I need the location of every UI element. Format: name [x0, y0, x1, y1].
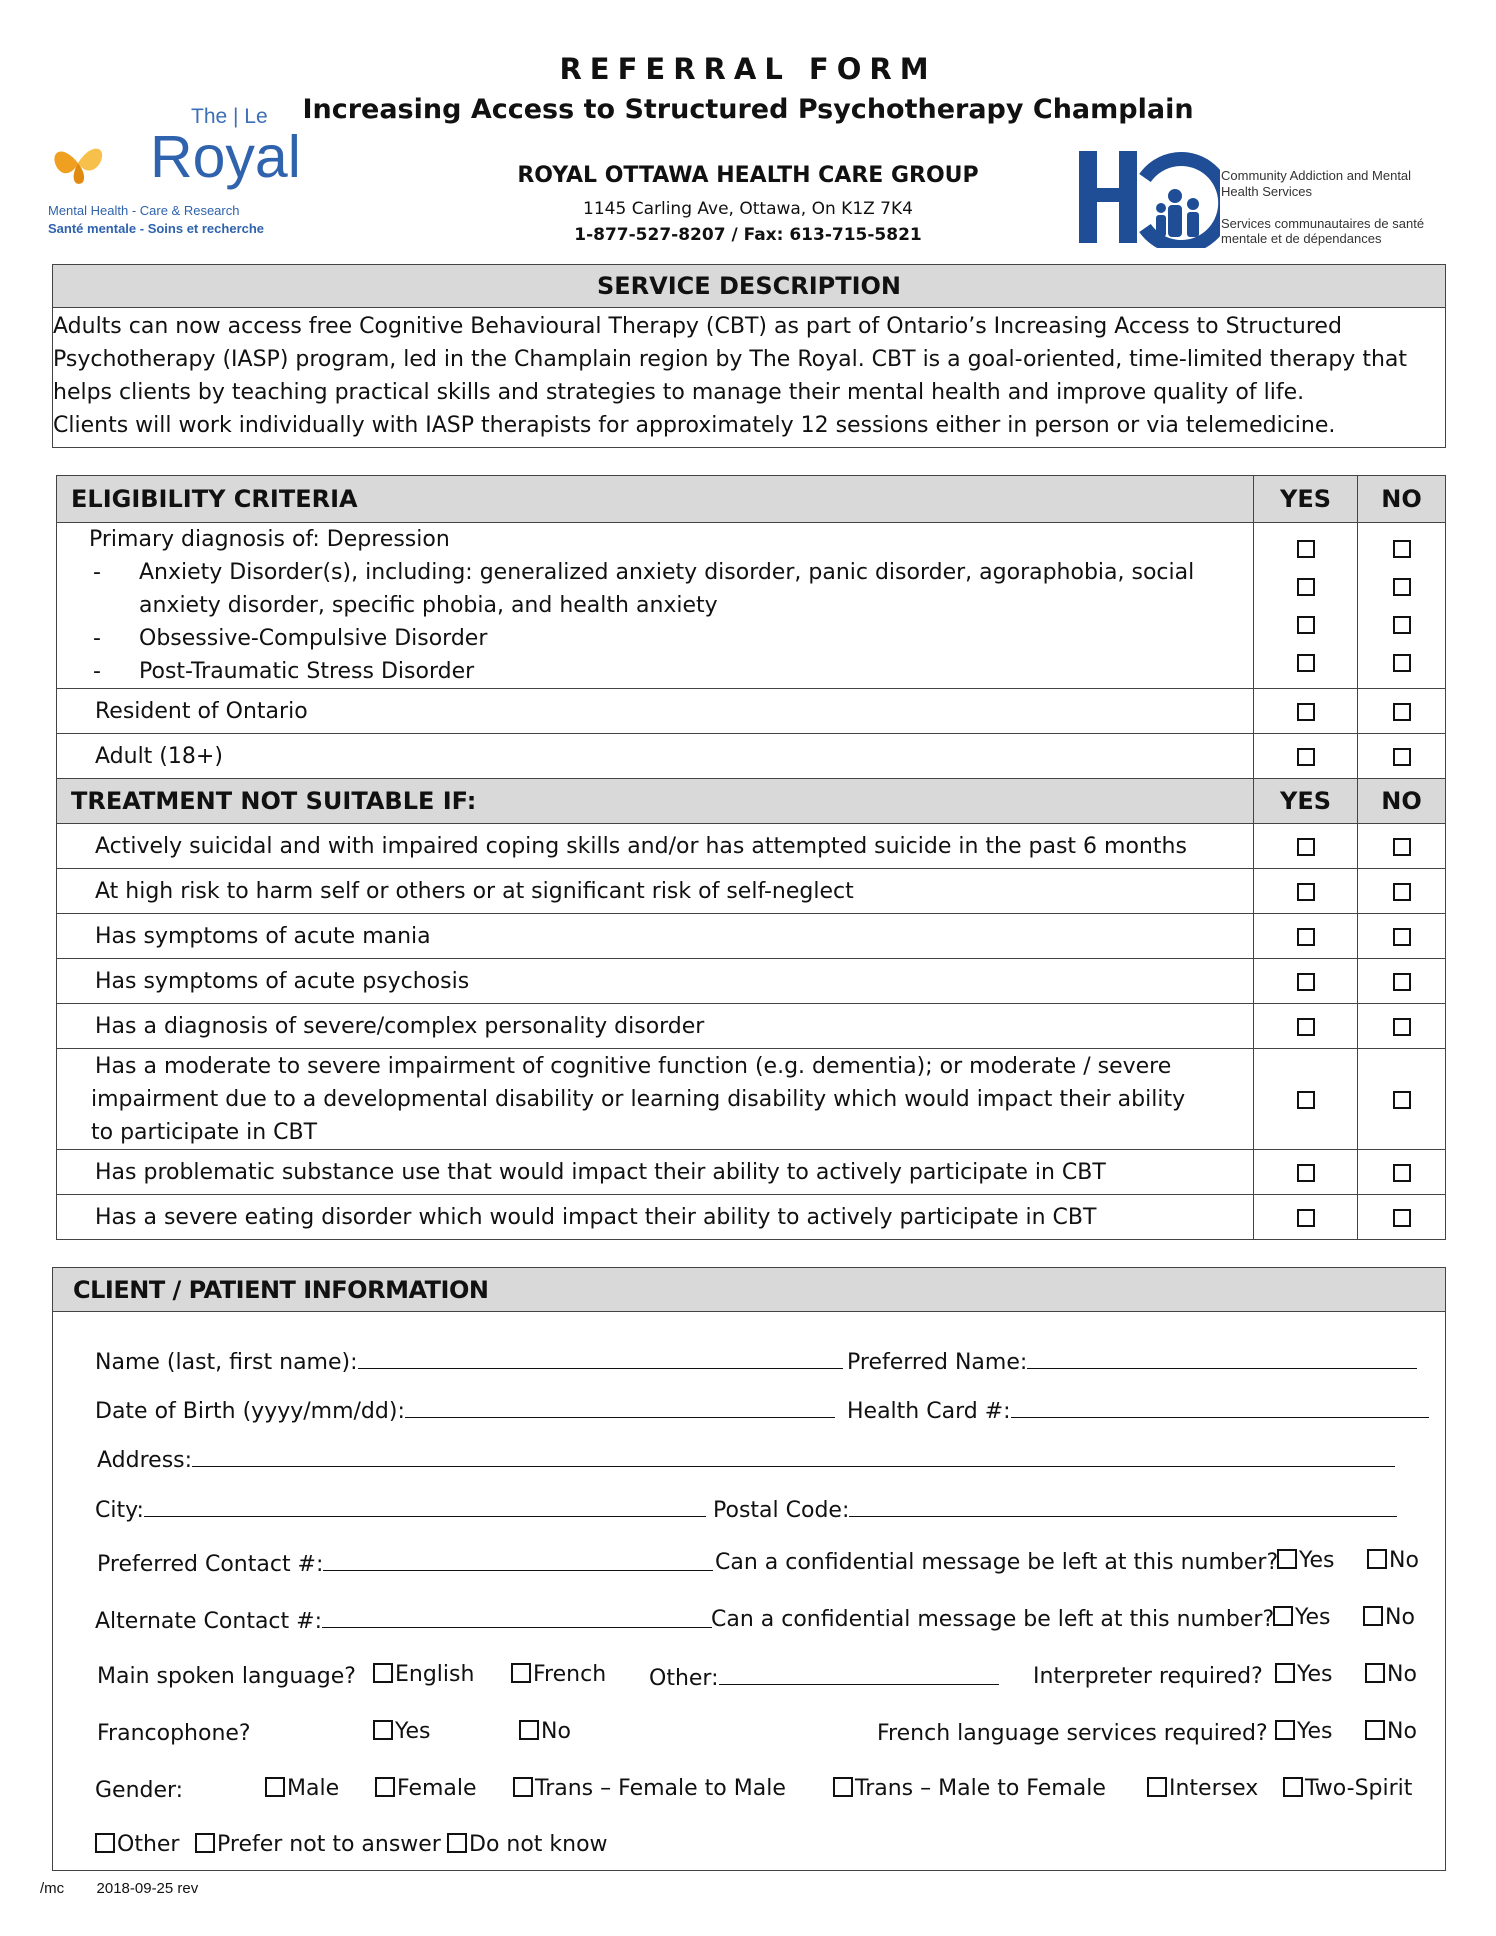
checkbox-high-risk-yes[interactable] — [1297, 883, 1315, 901]
option-label: No — [541, 1719, 571, 1744]
adult-row — [57, 734, 1446, 779]
option-label: Trans – Female to Male — [535, 1776, 786, 1801]
francophone-no-option[interactable] — [519, 1719, 571, 1744]
gender-intersex-option[interactable] — [1147, 1776, 1258, 1801]
preferred-contact-label: Preferred Contact #: — [97, 1552, 324, 1577]
checkbox-depression-no[interactable] — [1393, 540, 1411, 558]
not-suitable-item-label: At high risk to harm self or others or at significant risk of self-neglect — [57, 869, 1254, 914]
service-line: helps clients by teaching practical skills and strategies to manage their mental health and improve quality of life. — [53, 380, 1305, 405]
checkbox-substance-no[interactable] — [1393, 1164, 1411, 1182]
not-suitable-item-label: Has symptoms of acute mania — [57, 914, 1254, 959]
bullet-dash: - — [93, 626, 101, 651]
gender-female-option[interactable] — [375, 1776, 477, 1801]
checkbox-icon[interactable] — [833, 1777, 853, 1797]
option-label: Intersex — [1169, 1776, 1259, 1801]
address-label: Address: — [97, 1448, 193, 1473]
checkbox-ptsd-yes[interactable] — [1297, 654, 1315, 672]
no-cell — [1358, 869, 1446, 914]
postal-code-label: Postal Code: — [713, 1498, 850, 1523]
yes-cell — [1254, 734, 1358, 779]
interpreter-no-option[interactable] — [1365, 1662, 1417, 1687]
checkbox-personality-yes[interactable] — [1297, 1018, 1315, 1036]
checkbox-suicidal-yes[interactable] — [1297, 838, 1315, 856]
postal-code-field — [713, 1496, 1397, 1523]
high-risk-row — [57, 869, 1446, 914]
checkbox-icon[interactable] — [1367, 1549, 1387, 1569]
fls-no-option[interactable] — [1365, 1719, 1417, 1744]
adult-label: Adult (18+) — [57, 734, 1254, 779]
service-line: Psychotherapy (IASP) program, led in the Champlain region by The Royal. CBT is a goal-oriented, time-limited therapy that — [53, 347, 1407, 372]
cognitive-line1: Has a moderate to severe impairment of cognitive function (e.g. dementia); or moderate / severe — [95, 1053, 1172, 1079]
checkbox-anxiety-no[interactable] — [1393, 578, 1411, 596]
yes-cell — [1254, 959, 1358, 1004]
city-field — [95, 1496, 706, 1523]
yes-cell — [1254, 914, 1358, 959]
checkbox-personality-no[interactable] — [1393, 1018, 1411, 1036]
camhs-logo-text-fr: Services communautaires de santé mentale et de dépendances — [1221, 216, 1425, 246]
option-label: Other — [117, 1832, 180, 1857]
interpreter-yes-option[interactable] — [1275, 1662, 1333, 1687]
no-column-header: NO — [1358, 779, 1446, 824]
checkbox-adult-no[interactable] — [1393, 748, 1411, 766]
francophone-yes-option[interactable] — [373, 1719, 431, 1744]
footer-initials: /mc — [40, 1880, 65, 1897]
checkbox-icon[interactable] — [1275, 1663, 1295, 1683]
language-other-field — [649, 1664, 999, 1691]
checkbox-icon[interactable] — [519, 1720, 539, 1740]
checkbox-eating-no[interactable] — [1393, 1209, 1411, 1227]
name-field — [95, 1348, 843, 1375]
royal-logo-tagline-en: Mental Health - Care & Research — [48, 203, 240, 218]
language-english-option[interactable] — [373, 1662, 474, 1687]
butterfly-icon — [48, 133, 148, 193]
health-card-label: Health Card #: — [847, 1399, 1011, 1424]
camhs-logo — [1075, 148, 1455, 248]
suicidal-row — [57, 824, 1446, 869]
option-label: Two-Spirit — [1305, 1776, 1413, 1801]
no-cell — [1358, 1004, 1446, 1049]
organization-name: ROYAL OTTAWA HEALTH CARE GROUP — [517, 163, 979, 188]
checkbox-adult-yes[interactable] — [1297, 748, 1315, 766]
fls-label: French language services required? — [877, 1721, 1268, 1746]
yes-cell — [1254, 1004, 1358, 1049]
checkbox-icon[interactable] — [1283, 1777, 1303, 1797]
client-information-box — [52, 1267, 1446, 1871]
checkbox-substance-yes[interactable] — [1297, 1164, 1315, 1182]
checkbox-icon[interactable] — [195, 1833, 215, 1853]
substance-row — [57, 1150, 1446, 1195]
health-card-input[interactable] — [1011, 1397, 1429, 1418]
substance-label: Has problematic substance use that would impact their ability to actively participate in CBT — [57, 1150, 1254, 1195]
eligibility-header-row — [57, 476, 1446, 523]
alternate-contact-input[interactable] — [322, 1607, 712, 1628]
royal-logo-tagline-fr: Santé mentale - Soins et recherche — [48, 221, 265, 236]
checkbox-high-risk-no[interactable] — [1393, 883, 1411, 901]
checkbox-ptsd-no[interactable] — [1393, 654, 1411, 672]
preferred-confidential-no-option[interactable] — [1367, 1548, 1419, 1573]
no-cell — [1358, 1195, 1446, 1240]
eligibility-table — [56, 475, 1446, 1240]
eating-disorder-row — [57, 1195, 1446, 1240]
no-cell — [1358, 734, 1446, 779]
personality-disorder-row — [57, 1004, 1446, 1049]
royal-logo — [48, 105, 301, 245]
anxiety-item — [89, 556, 1253, 622]
no-checkbox-cell — [1358, 523, 1446, 689]
alternate-confidential-yes-option[interactable] — [1273, 1605, 1331, 1630]
eating-disorder-label: Has a severe eating disorder which would impact their ability to actively participate in CBT — [57, 1195, 1254, 1240]
checkbox-eating-yes[interactable] — [1297, 1209, 1315, 1227]
checkbox-psychosis-yes[interactable] — [1297, 973, 1315, 991]
footer-revision: 2018-09-25 rev — [96, 1880, 199, 1897]
checkbox-anxiety-yes[interactable] — [1297, 578, 1315, 596]
cognitive-line3: to participate in CBT — [91, 1119, 318, 1145]
cognitive-line2: impairment due to a developmental disability or learning disability which would impact their ability — [91, 1086, 1186, 1112]
organization-address: 1145 Carling Ave, Ottawa, On K1Z 7K4 — [583, 199, 913, 219]
gender-prefer-not-option[interactable] — [195, 1832, 441, 1857]
city-label: City: — [95, 1498, 144, 1523]
francophone-label: Francophone? — [97, 1721, 251, 1746]
primary-diagnosis-cell — [57, 523, 1254, 689]
name-label: Name (last, first name): — [95, 1350, 358, 1375]
royal-logo-wordmark: Royal — [150, 124, 301, 190]
yes-cell — [1254, 1049, 1358, 1150]
yes-cell — [1254, 869, 1358, 914]
no-cell — [1358, 1150, 1446, 1195]
ocd-text: Obsessive-Compulsive Disorder — [139, 626, 488, 651]
preferred-confidential-question: Can a confidential message be left at this number? — [715, 1550, 1279, 1575]
cognitive-cell — [57, 1049, 1254, 1150]
alternate-contact-label: Alternate Contact #: — [95, 1609, 322, 1634]
checkbox-icon[interactable] — [373, 1720, 393, 1740]
option-label: No — [1389, 1548, 1419, 1573]
checkbox-psychosis-no[interactable] — [1393, 973, 1411, 991]
checkbox-resident-no[interactable] — [1393, 703, 1411, 721]
not-suitable-heading: TREATMENT NOT SUITABLE IF: — [57, 779, 1254, 824]
dob-label: Date of Birth (yyyy/mm/dd): — [95, 1399, 405, 1424]
ptsd-text: Post-Traumatic Stress Disorder — [139, 659, 475, 684]
option-label: Yes — [1297, 1719, 1333, 1744]
cognitive-row — [57, 1049, 1446, 1150]
preferred-contact-field — [97, 1550, 713, 1577]
preferred-name-input[interactable] — [1027, 1348, 1417, 1369]
no-cell — [1358, 959, 1446, 1004]
option-label: Female — [397, 1776, 477, 1801]
no-cell — [1358, 1049, 1446, 1150]
dob-field — [95, 1397, 835, 1424]
checkbox-icon[interactable] — [375, 1777, 395, 1797]
footer — [40, 1880, 198, 1897]
preferred-contact-input[interactable] — [323, 1550, 713, 1571]
language-french-option[interactable] — [511, 1662, 606, 1687]
gender-male-option[interactable] — [265, 1776, 339, 1801]
alternate-contact-field — [95, 1607, 712, 1634]
no-cell — [1358, 914, 1446, 959]
yes-cell — [1254, 1195, 1358, 1240]
checkbox-mania-no[interactable] — [1393, 928, 1411, 946]
not-suitable-item-label: Actively suicidal and with impaired coping skills and/or has attempted suicide in the past 6 months — [57, 824, 1254, 869]
organization-phone-fax: 1-877-527-8207 / Fax: 613-715-5821 — [574, 225, 922, 245]
postal-code-input[interactable] — [849, 1496, 1397, 1517]
gender-trans-mtf-option[interactable] — [833, 1776, 1106, 1801]
address-field — [97, 1446, 1395, 1473]
yes-column-header: YES — [1254, 779, 1358, 824]
checkbox-suicidal-no[interactable] — [1393, 838, 1411, 856]
option-label: Prefer not to answer — [217, 1832, 441, 1857]
preferred-confidential-yes-option[interactable] — [1277, 1548, 1335, 1573]
not-suitable-item-label: Has symptoms of acute psychosis — [57, 959, 1254, 1004]
dob-input[interactable] — [405, 1397, 835, 1418]
gender-trans-ftm-option[interactable] — [513, 1776, 786, 1801]
anxiety-text-line2: anxiety disorder, specific phobia, and health anxiety — [139, 593, 718, 618]
no-cell — [1358, 824, 1446, 869]
primary-diagnosis-label: Primary diagnosis of: Depression — [89, 527, 450, 552]
psychosis-row — [57, 959, 1446, 1004]
checkbox-icon[interactable] — [1273, 1606, 1293, 1626]
yes-cell — [1254, 1150, 1358, 1195]
camhs-emblem-icon — [1075, 148, 1220, 248]
anxiety-text-line1: Anxiety Disorder(s), including: generalized anxiety disorder, panic disorder, agoraphobia, social — [139, 560, 1195, 585]
service-description-text — [53, 308, 1445, 442]
checkbox-icon[interactable] — [511, 1663, 531, 1683]
checkbox-ocd-yes[interactable] — [1297, 616, 1315, 634]
service-description-heading: SERVICE DESCRIPTION — [53, 265, 1445, 308]
option-label: No — [1385, 1605, 1415, 1630]
ptsd-item — [89, 655, 1253, 688]
eligibility-heading: ELIGIBILITY CRITERIA — [57, 476, 1254, 523]
yes-checkbox-cell — [1254, 523, 1358, 689]
option-label: No — [1387, 1662, 1417, 1687]
primary-diagnosis-row — [57, 523, 1446, 689]
option-label: No — [1387, 1719, 1417, 1744]
preferred-name-field — [847, 1348, 1417, 1375]
gender-label: Gender: — [95, 1778, 184, 1803]
option-label: Yes — [1295, 1605, 1331, 1630]
checkbox-cognitive-no[interactable] — [1393, 1091, 1411, 1109]
checkbox-icon[interactable] — [373, 1663, 393, 1683]
ocd-item — [89, 622, 1253, 655]
yes-cell — [1254, 824, 1358, 869]
gender-dont-know-option[interactable] — [447, 1832, 608, 1857]
gender-two-spirit-option[interactable] — [1283, 1776, 1412, 1801]
health-card-field — [847, 1397, 1429, 1424]
language-other-label: Other: — [649, 1666, 719, 1691]
name-input[interactable] — [358, 1348, 843, 1369]
no-column-header: NO — [1358, 476, 1446, 523]
no-cell — [1358, 689, 1446, 734]
preferred-name-label: Preferred Name: — [847, 1350, 1028, 1375]
checkbox-resident-yes[interactable] — [1297, 703, 1315, 721]
service-line: Clients will work individually with IASP therapists for approximately 12 sessions either in person or via telemedicine. — [53, 413, 1336, 438]
interpreter-label: Interpreter required? — [1033, 1664, 1263, 1689]
service-description-box — [52, 264, 1446, 448]
option-label: English — [395, 1662, 475, 1687]
option-label: French — [533, 1662, 607, 1687]
yes-column-header: YES — [1254, 476, 1358, 523]
fls-yes-option[interactable] — [1275, 1719, 1333, 1744]
bullet-dash: - — [93, 560, 101, 585]
checkbox-depression-yes[interactable] — [1297, 540, 1315, 558]
main-language-label: Main spoken language? — [97, 1664, 356, 1689]
form-subtitle: Increasing Access to Structured Psychotherapy Champlain — [302, 94, 1194, 125]
checkbox-ocd-no[interactable] — [1393, 616, 1411, 634]
checkbox-icon[interactable] — [1363, 1606, 1383, 1626]
checkbox-icon[interactable] — [1147, 1777, 1167, 1797]
royal-logo-the-le: The | Le — [191, 105, 268, 128]
language-other-input[interactable] — [719, 1664, 999, 1685]
resident-label: Resident of Ontario — [57, 689, 1254, 734]
yes-cell — [1254, 689, 1358, 734]
option-label: Yes — [1299, 1548, 1335, 1573]
checkbox-icon[interactable] — [513, 1777, 533, 1797]
resident-row — [57, 689, 1446, 734]
checkbox-icon[interactable] — [1277, 1549, 1297, 1569]
form-title: REFERRAL FORM — [559, 52, 937, 86]
city-input[interactable] — [144, 1496, 706, 1517]
option-label: Male — [287, 1776, 340, 1801]
not-suitable-header-row — [57, 779, 1446, 824]
option-label: Trans – Male to Female — [855, 1776, 1106, 1801]
checkbox-cognitive-yes[interactable] — [1297, 1091, 1315, 1109]
client-information-heading: CLIENT / PATIENT INFORMATION — [53, 1268, 1445, 1312]
not-suitable-item-label: Has a diagnosis of severe/complex personality disorder — [57, 1004, 1254, 1049]
gender-other-option[interactable] — [95, 1832, 179, 1857]
checkbox-icon[interactable] — [1275, 1720, 1295, 1740]
camhs-logo-text-en: Community Addiction and Mental Health Services — [1221, 168, 1412, 199]
option-label: Yes — [1297, 1662, 1333, 1687]
alternate-confidential-no-option[interactable] — [1363, 1605, 1415, 1630]
alternate-confidential-question: Can a confidential message be left at this number? — [711, 1607, 1275, 1632]
checkbox-icon[interactable] — [265, 1777, 285, 1797]
mania-row — [57, 914, 1446, 959]
bullet-dash: - — [93, 659, 101, 684]
checkbox-icon[interactable] — [1365, 1720, 1385, 1740]
option-label: Yes — [395, 1719, 431, 1744]
checkbox-icon[interactable] — [447, 1833, 467, 1853]
checkbox-icon[interactable] — [1365, 1663, 1385, 1683]
address-input[interactable] — [192, 1446, 1395, 1467]
checkbox-icon[interactable] — [95, 1833, 115, 1853]
checkbox-mania-yes[interactable] — [1297, 928, 1315, 946]
option-label: Do not know — [469, 1832, 608, 1857]
service-line: Adults can now access free Cognitive Behavioural Therapy (CBT) as part of Ontario’s Increasing Access to Structured — [53, 314, 1342, 339]
